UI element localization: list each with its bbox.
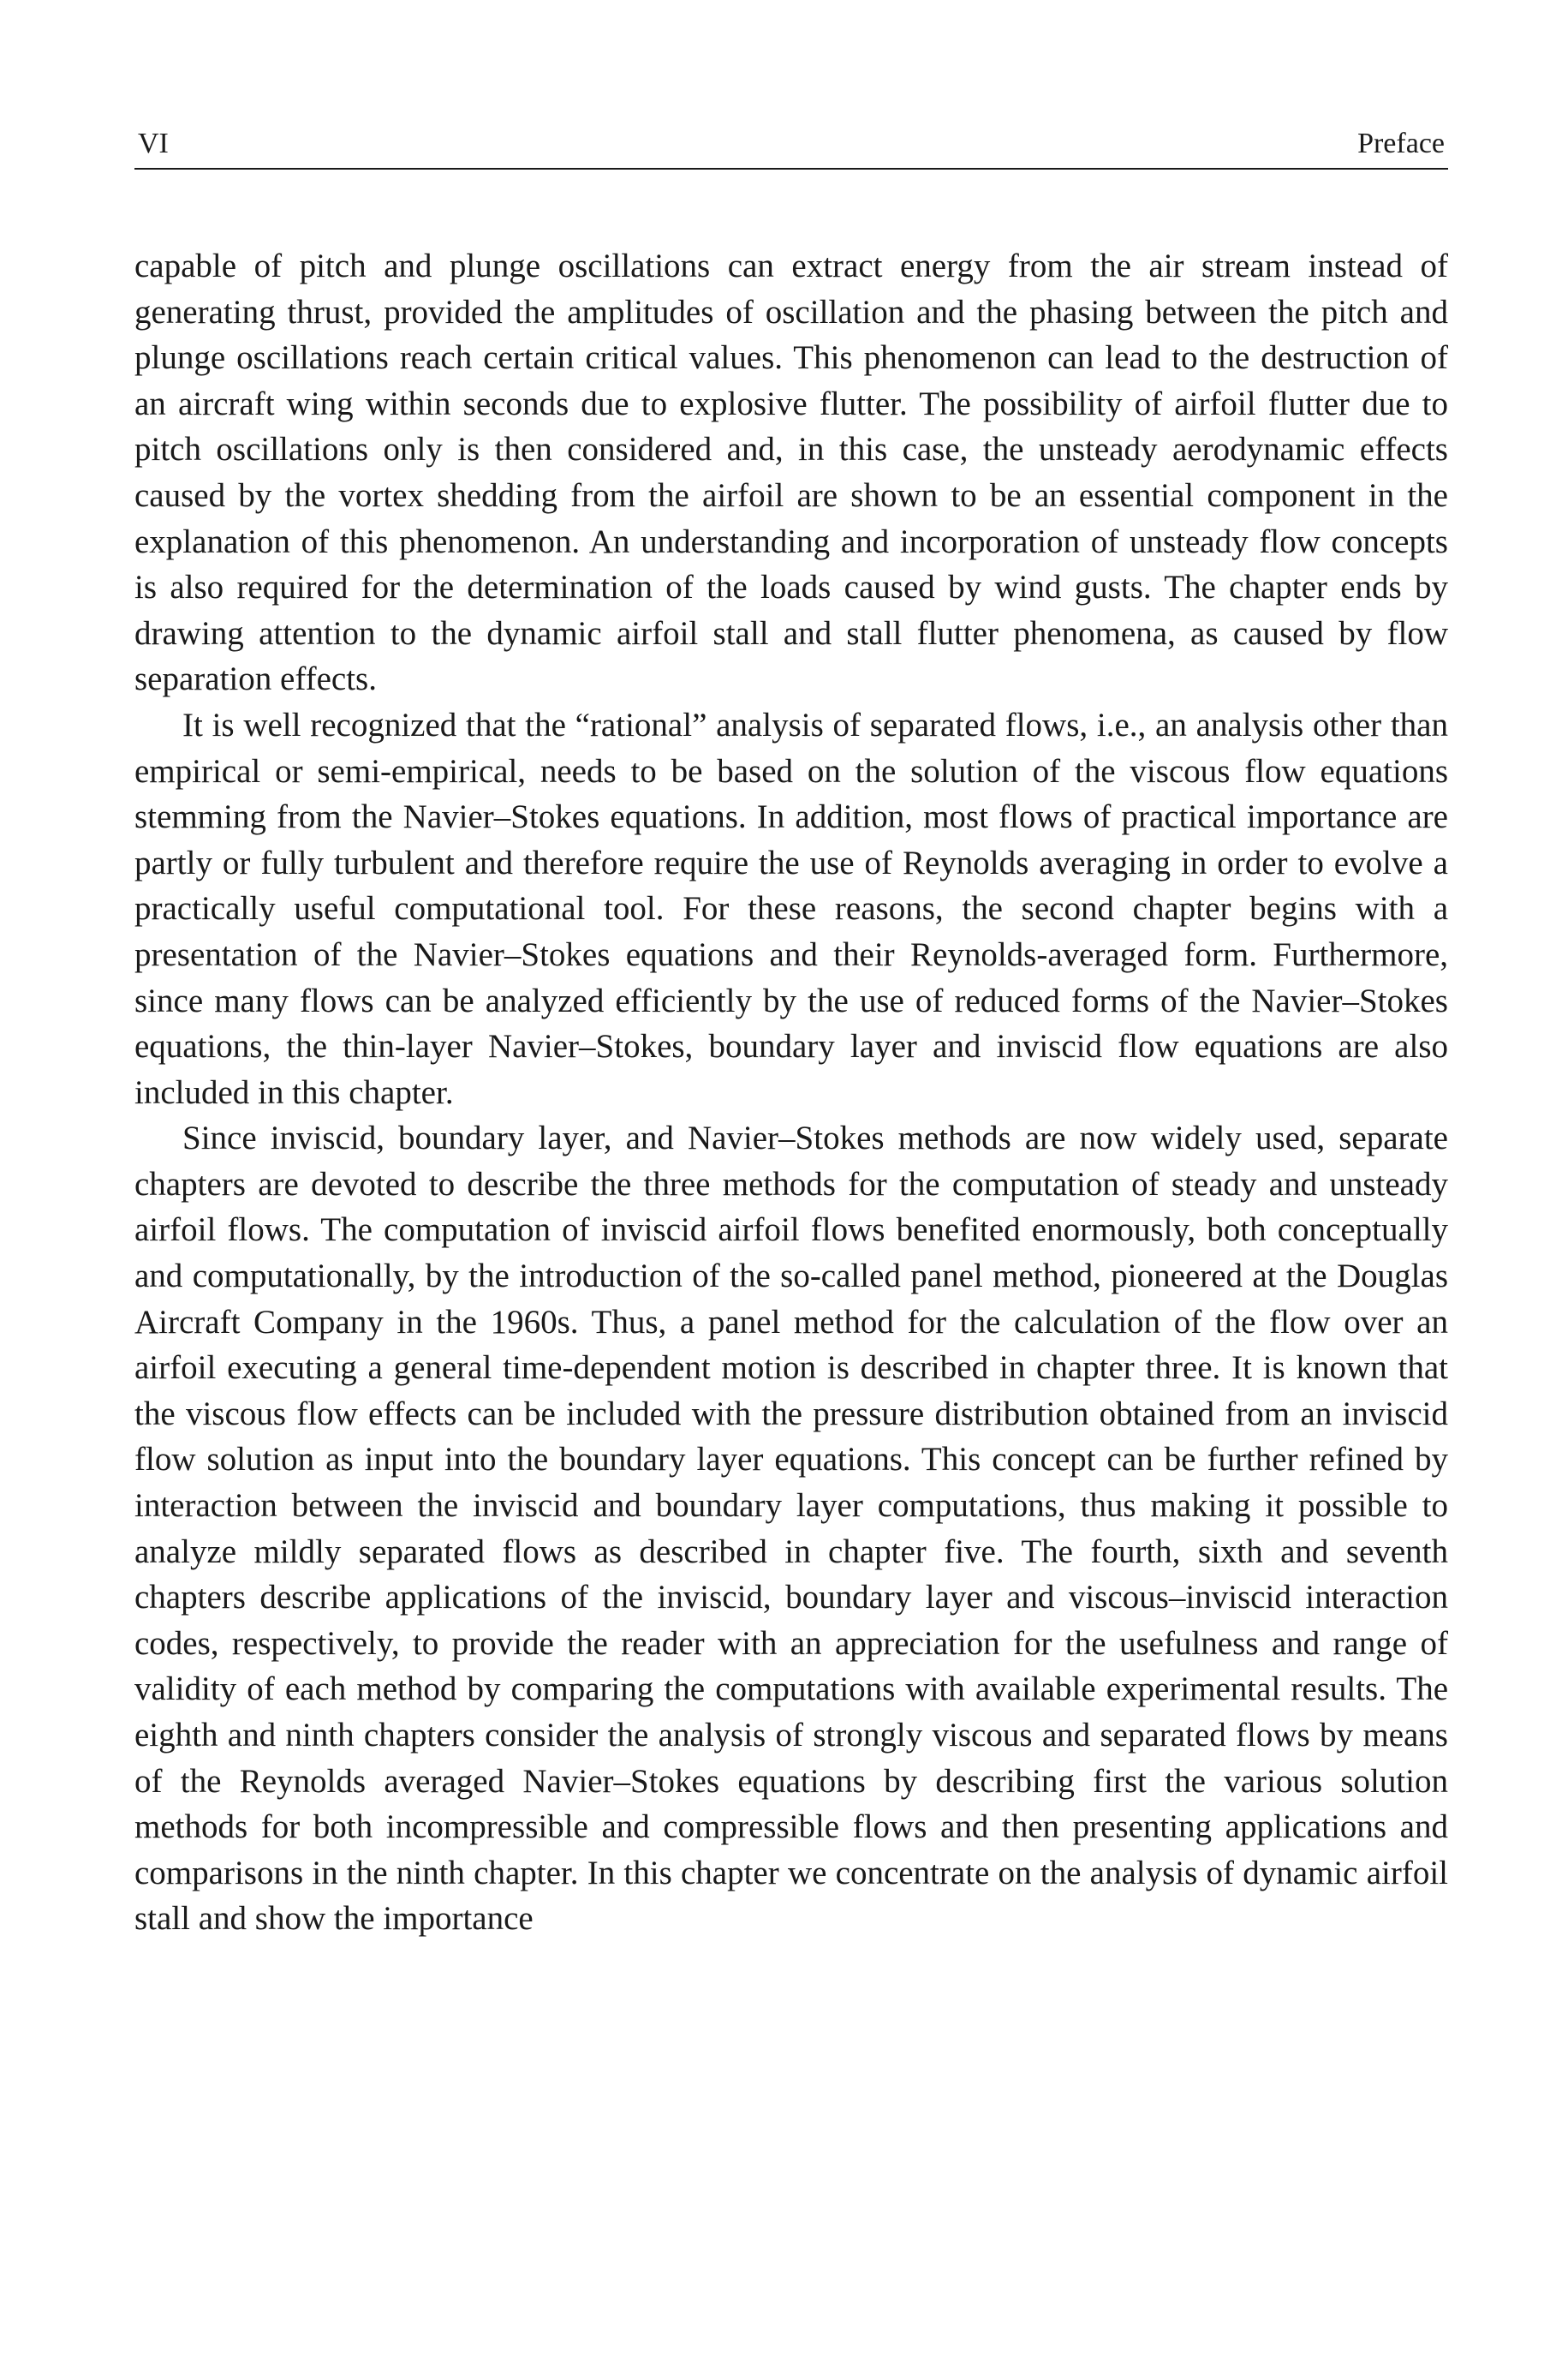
running-head	[134, 120, 1448, 170]
paragraph-3: Since inviscid, boundary layer, and Navier–Stokes methods are now widely used, separate chapters are devoted to describe the three methods for the computation of steady and unsteady airfoil flows. The computation of inviscid airfoil flows benefited enormously, both conceptually and computationally, by the introduction of the so-called panel method, pioneered at the Douglas Aircraft Company in the 1960s. Thus, a panel method for the calculation of the flow over an airfoil executing a general time-dependent motion is described in chapter three. It is known that the viscous flow effects can be included with the pressure distribution obtained from an inviscid flow solution as input into the boundary layer equations. This concept can be further refined by interaction between the inviscid and boundary layer computations, thus making it possible to analyze mildly separated flows as described in chapter five. The fourth, sixth and seventh chapters describe applications of the inviscid, boundary layer and viscous–inviscid interaction codes, respectively, to provide the reader with an appreciation for the usefulness and range of validity of each method by comparing the computations with available experimental results. The eighth and ninth chapters consider the analysis of strongly viscous and separated flows by means of the Reynolds averaged Navier–Stokes equations by describing first the various solution methods for both incompressible and compressible flows and then presenting applications and comparisons in the ninth chapter. In this chapter we concentrate on the analysis of dynamic airfoil stall and show the importance	[134, 1120, 1448, 1938]
section-title: Preface	[1357, 128, 1445, 159]
page-number: VI	[138, 128, 169, 159]
paragraph-2: It is well recognized that the “rational” analysis of separated flows, i.e., an analysis other than empirical or semi-empirical, needs to be based on the solution of the viscous flow equations stemming from the Navier–Stokes equations. In addition, most flows of practical importance are partly or fully turbulent and therefore require the use of Reynolds averaging in order to evolve a practically useful computational tool. For these reasons, the second chapter begins with a presentation of the Navier–Stokes equations and their Reynolds-averaged form. Furthermore, since many flows can be analyzed efficiently by the use of reduced forms of the Navier–Stokes equations, the thin-layer Navier–Stokes, boundary layer and inviscid flow equations are also included in this chapter.	[134, 706, 1448, 1111]
body-text	[134, 243, 1448, 1942]
paragraph-1: capable of pitch and plunge oscillations can extract energy from the air stream instead of generating thrust, provided the amplitudes of oscillation and the phasing between the pitch and plunge oscillations reach certain critical values. This phenomenon can lead to the destruction of an aircraft wing within seconds due to explosive flutter. The possibility of airfoil flutter due to pitch oscillations only is then considered and, in this case, the unsteady aerodynamic effects caused by the vortex shedding from the airfoil are shown to be an essential component in the explanation of this phenomenon. An understanding and incorporation of unsteady flow concepts is also required for the determination of the loads caused by wind gusts. The chapter ends by drawing attention to the dynamic airfoil stall and stall flutter phenomena, as caused by flow separation effects.	[134, 248, 1448, 698]
document-page	[134, 0, 1448, 2378]
